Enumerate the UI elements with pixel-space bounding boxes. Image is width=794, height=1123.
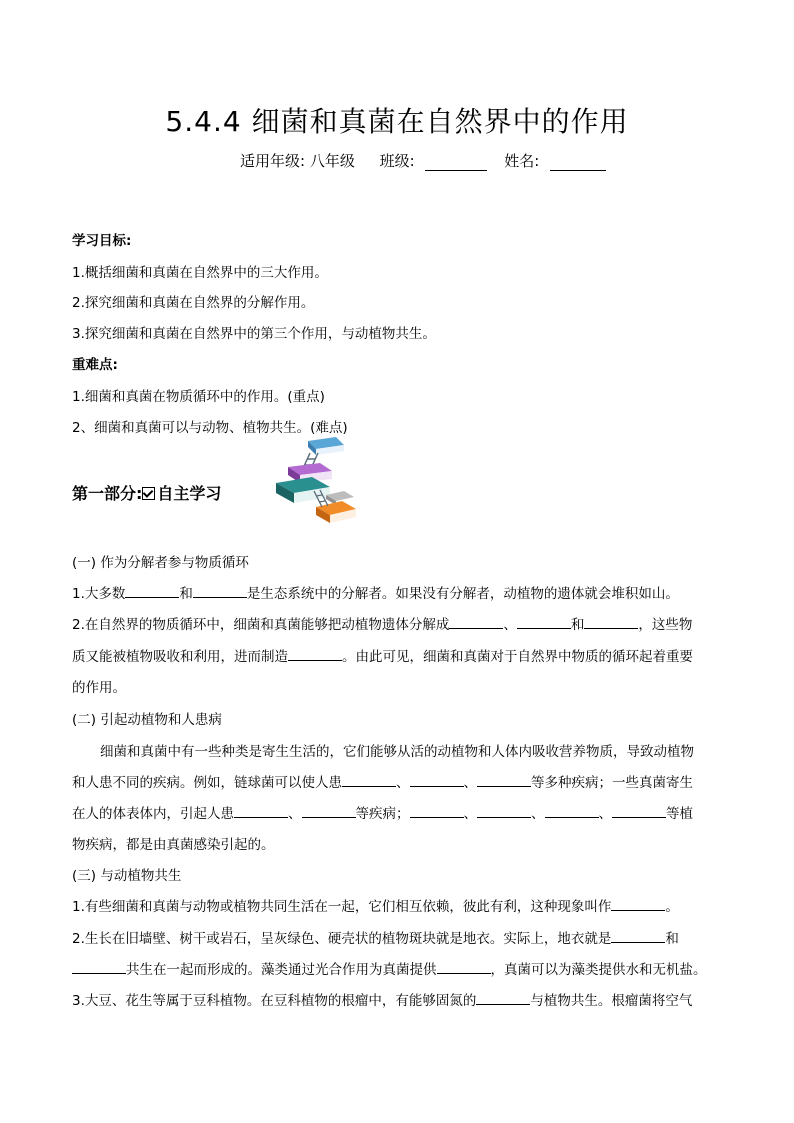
text-segment: 3.大豆、花生等属于豆科植物。在豆科植物的根瘤中，有能够固氮的: [72, 993, 477, 1009]
section1-line3: [72, 645, 693, 665]
stacked-books-with-ladder-icon: [272, 435, 358, 527]
name-blank[interactable]: [550, 156, 606, 171]
text-segment: 等多种疾病；一些真菌寄生: [531, 775, 693, 791]
text-segment: 质又能被植物吸收和利用，进而制造: [72, 649, 288, 665]
objective-item: 2.探究细菌和真菌在自然界的分解作用。: [72, 295, 315, 311]
page-title: 5.4.4 细菌和真菌在自然界中的作用: [165, 105, 629, 138]
fill-blank[interactable]: [477, 774, 531, 787]
part1-text: 自主学习: [157, 484, 222, 503]
text-segment: 、: [503, 617, 517, 633]
text-segment: 和: [570, 617, 585, 633]
fill-blank[interactable]: [288, 648, 342, 661]
fill-blank[interactable]: [584, 616, 638, 629]
text-segment: 、: [531, 806, 545, 822]
name-label: 姓名:: [504, 152, 540, 170]
objective-item: 1.概括细菌和真菌在自然界中的三大作用。: [72, 265, 328, 281]
text-segment: 在人的体表体内，引起人患: [72, 806, 234, 822]
text-segment: ，真菌可以为藻类提供水和无机盐。: [490, 962, 707, 978]
grade-label: 适用年级: 八年级: [240, 152, 355, 170]
text-segment: 、: [288, 806, 302, 822]
fill-blank[interactable]: [545, 805, 599, 818]
section3-line1: [72, 895, 679, 915]
text-segment: 。: [665, 899, 679, 915]
text-segment: ，这些物: [638, 617, 693, 633]
fill-blank[interactable]: [611, 898, 665, 911]
section2-line3: [72, 802, 693, 822]
text-segment: 、: [463, 775, 477, 791]
objectives-heading: 学习目标:: [72, 233, 132, 249]
fill-blank[interactable]: [125, 585, 179, 598]
text-segment: 是生态系统中的分解者。如果没有分解者，动植物的遗体就会堆积如山。: [246, 586, 679, 602]
text-segment: 1.有些细菌和真菌与动物或植物共同生活在一起，它们相互依赖，彼此有利，这种现象叫作: [72, 899, 612, 915]
text-segment: 、: [463, 806, 477, 822]
section3-line4: [72, 989, 692, 1009]
book-orange: [316, 501, 356, 523]
fill-blank[interactable]: [517, 616, 571, 629]
text-segment: 和人患不同的疾病。例如，链球菌可以使人患: [72, 775, 342, 791]
text-segment: 等疾病；: [355, 806, 410, 822]
key-point-item: 1.细菌和真菌在物质循环中的作用。(重点): [72, 389, 325, 405]
text-segment: 和: [179, 586, 193, 602]
text-segment: 2.在自然界的物质循环中，细菌和真菌能够把动植物遗体分解成: [72, 617, 450, 633]
fill-blank[interactable]: [193, 585, 247, 598]
fill-blank[interactable]: [477, 805, 531, 818]
text-segment: 与植物共生。根瘤菌将空气: [530, 993, 693, 1009]
objective-item: 3.探究细菌和真菌在自然界中的第三个作用，与动植物共生。: [72, 326, 436, 342]
book-top: [308, 437, 344, 455]
section1-line2: [72, 613, 692, 633]
section2-line2: [72, 771, 693, 791]
text-segment: 1.大多数: [72, 586, 126, 602]
text-segment: 。由此可见，细菌和真菌对于自然界中物质的循环起着重要: [342, 649, 693, 665]
section3-heading: (三) 与动植物共生: [72, 868, 182, 884]
class-label: 班级:: [379, 152, 415, 170]
fill-blank[interactable]: [72, 961, 126, 974]
section2-heading: (二) 引起动植物和人患病: [72, 712, 222, 728]
section2-line4: 物疾病，都是由真菌感染引起的。: [72, 837, 275, 853]
fill-blank[interactable]: [611, 930, 665, 943]
fill-blank[interactable]: [449, 616, 503, 629]
fill-blank[interactable]: [302, 805, 356, 818]
fill-blank[interactable]: [410, 805, 464, 818]
section1-heading: (一) 作为分解者参与物质循环: [72, 555, 249, 571]
section1-line4: 的作用。: [72, 680, 126, 696]
section1-line1: [72, 582, 679, 602]
text-segment: 共生在一起而形成的。藻类通过光合作用为真菌提供: [126, 962, 437, 978]
key-points-heading: 重难点:: [72, 357, 118, 373]
text-segment: 、: [598, 806, 612, 822]
section3-line3: [72, 958, 707, 978]
fill-blank[interactable]: [234, 805, 288, 818]
fill-blank[interactable]: [410, 774, 464, 787]
part1-heading: [72, 481, 221, 504]
fill-blank[interactable]: [342, 774, 396, 787]
class-blank[interactable]: [425, 156, 487, 171]
section3-line2: [72, 927, 679, 947]
text-segment: 、: [396, 775, 410, 791]
worksheet-meta: [240, 150, 612, 171]
book-teal: [276, 477, 330, 503]
fill-blank[interactable]: [612, 805, 666, 818]
part1-prefix: 第一部分:: [72, 484, 143, 503]
section2-line1: 细菌和真菌中有一些种类是寄生生活的，它们能够从活的动植物和人体内吸收营养物质，导致动植物: [100, 744, 694, 760]
fill-blank[interactable]: [437, 961, 491, 974]
key-point-item: 2、细菌和真菌可以与动物、植物共生。(难点): [72, 420, 348, 436]
text-segment: 等植: [666, 806, 693, 822]
text-segment: 和: [665, 931, 679, 947]
fill-blank[interactable]: [476, 992, 530, 1005]
text-segment: 2.生长在旧墙壁、树干或岩石，呈灰绿色、硬壳状的植物斑块就是地衣。实际上，地衣就是: [72, 931, 612, 947]
checked-box-icon: [142, 487, 155, 500]
